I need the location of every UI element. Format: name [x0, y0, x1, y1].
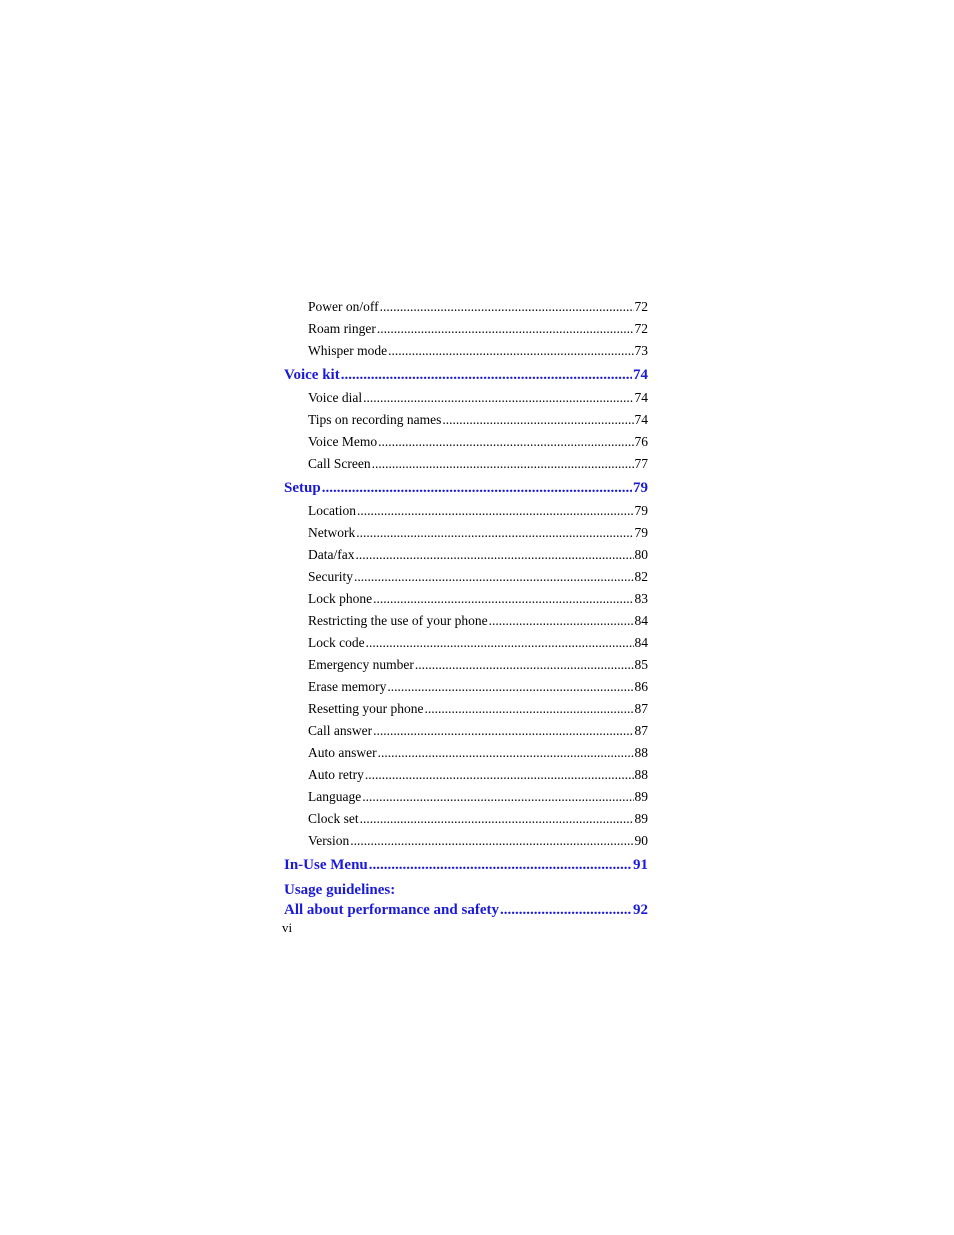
toc-entry-page: 72	[634, 321, 648, 336]
toc-entry-page: 90	[634, 833, 648, 848]
toc-entry-language[interactable]	[284, 786, 648, 808]
dot-leader	[489, 610, 634, 632]
toc-section-in-use-menu[interactable]	[284, 853, 648, 877]
toc-entry-page: 83	[634, 591, 648, 606]
toc-entry-label: Version	[308, 833, 350, 848]
toc-entry-page: 74	[634, 412, 648, 427]
dot-leader	[363, 387, 633, 409]
dot-leader	[322, 476, 632, 500]
toc-entry-resetting-your-phone[interactable]	[284, 698, 648, 720]
dot-leader	[424, 698, 633, 720]
dot-leader	[350, 830, 633, 852]
toc-entry-label: Security	[308, 569, 353, 584]
toc-entry-network[interactable]	[284, 522, 648, 544]
toc-entry-page: 89	[634, 811, 648, 826]
toc-entry-page: 84	[634, 613, 648, 628]
toc-entry-tips-on-recording-names[interactable]	[284, 409, 648, 431]
toc-entry-label: Roam ringer	[308, 321, 376, 336]
toc-entry-page: 82	[634, 569, 648, 584]
toc-entry-label: Resetting your phone	[308, 701, 424, 716]
toc-entry-page: 89	[634, 789, 648, 804]
toc-entry-page: 84	[634, 635, 648, 650]
toc-entry-auto-answer[interactable]	[284, 742, 648, 764]
toc-entry-label: Restricting the use of your phone	[308, 613, 488, 628]
page-number: vi	[282, 920, 293, 935]
toc-section-page: 91	[633, 857, 648, 873]
toc-entry-label: Call answer	[308, 723, 373, 738]
dot-leader	[365, 764, 634, 786]
toc-section-label: Setup	[284, 480, 321, 496]
toc-entry-label: Call Screen	[308, 456, 371, 471]
table-of-contents	[284, 296, 648, 920]
toc-entry-page: 80	[634, 547, 648, 562]
toc-entry-power-on-off[interactable]	[284, 296, 648, 318]
dot-leader	[373, 588, 633, 610]
toc-entry-page: 74	[634, 390, 648, 405]
toc-entry-label: Lock phone	[308, 591, 373, 606]
toc-entry-page: 76	[634, 434, 648, 449]
toc-entry-call-answer[interactable]	[284, 720, 648, 742]
toc-entry-label: Voice Memo	[308, 434, 378, 449]
dot-leader	[341, 363, 632, 387]
toc-entry-page: 87	[634, 723, 648, 738]
dot-leader	[378, 431, 633, 453]
toc-entry-label: Auto retry	[308, 767, 364, 782]
toc-section-page: 92	[633, 902, 648, 918]
toc-section-label: Voice kit	[284, 367, 340, 383]
toc-entry-label: Auto answer	[308, 745, 377, 760]
toc-entry-label: Power on/off	[308, 299, 379, 314]
dot-leader	[378, 742, 634, 764]
toc-entry-label: Voice dial	[308, 390, 363, 405]
toc-entry-label: Emergency number	[308, 657, 414, 672]
toc-entry-label: Network	[308, 525, 356, 540]
dot-leader	[354, 566, 634, 588]
toc-entry-page: 77	[634, 456, 648, 471]
toc-entry-page: 85	[634, 657, 648, 672]
toc-entry-label: Language	[308, 789, 362, 804]
toc-entry-location[interactable]	[284, 500, 648, 522]
dot-leader	[362, 786, 633, 808]
toc-entry-lock-phone[interactable]	[284, 588, 648, 610]
toc-section-page: 74	[633, 367, 648, 383]
toc-entry-voice-dial[interactable]	[284, 387, 648, 409]
toc-entry-label: Data/fax	[308, 547, 355, 562]
toc-entry-label: Clock set	[308, 811, 359, 826]
toc-entry-label: Whisper mode	[308, 343, 388, 358]
toc-entry-page: 87	[634, 701, 648, 716]
toc-section-label: In-Use Menu	[284, 857, 368, 873]
toc-entry-page: 72	[634, 299, 648, 314]
dot-leader	[366, 632, 634, 654]
toc-section-label: Usage guidelines:	[284, 882, 396, 898]
toc-entry-label: Erase memory	[308, 679, 387, 694]
dot-leader	[380, 296, 634, 318]
toc-section-voice-kit[interactable]	[284, 363, 648, 387]
toc-entry-label: Tips on recording names	[308, 412, 442, 427]
toc-entry-emergency-number[interactable]	[284, 654, 648, 676]
toc-entry-lock-code[interactable]	[284, 632, 648, 654]
toc-entry-page: 79	[634, 503, 648, 518]
toc-entry-label: Lock code	[308, 635, 365, 650]
toc-section-label: All about performance and safety	[284, 902, 499, 918]
toc-entry-page: 73	[634, 343, 648, 358]
dot-leader	[355, 544, 633, 566]
toc-section-page: 79	[633, 480, 648, 496]
dot-leader	[415, 654, 634, 676]
dot-leader	[373, 720, 633, 742]
toc-entry-restricting-use[interactable]	[284, 610, 648, 632]
toc-entry-page: 88	[634, 767, 648, 782]
dot-leader	[388, 340, 633, 362]
toc-entry-page: 86	[634, 679, 648, 694]
dot-leader	[377, 318, 634, 340]
toc-entry-page: 79	[634, 525, 648, 540]
toc-entry-call-screen[interactable]	[284, 453, 648, 475]
dot-leader	[356, 522, 633, 544]
toc-entry-voice-memo[interactable]	[284, 431, 648, 453]
dot-leader	[360, 808, 634, 830]
dot-leader	[500, 900, 632, 920]
toc-entry-erase-memory[interactable]	[284, 676, 648, 698]
toc-section-usage-guidelines-title[interactable]	[284, 880, 648, 900]
toc-section-setup[interactable]	[284, 476, 648, 500]
toc-entry-label: Location	[308, 503, 356, 518]
toc-entry-whisper-mode[interactable]	[284, 340, 648, 362]
toc-entry-roam-ringer[interactable]	[284, 318, 648, 340]
dot-leader	[357, 500, 634, 522]
toc-entry-clock-set[interactable]	[284, 808, 648, 830]
dot-leader	[369, 853, 632, 877]
toc-entry-auto-retry[interactable]	[284, 764, 648, 786]
toc-entry-data-fax[interactable]	[284, 544, 648, 566]
toc-entry-security[interactable]	[284, 566, 648, 588]
dot-leader	[387, 676, 633, 698]
dot-leader	[372, 453, 634, 475]
dot-leader	[442, 409, 633, 431]
toc-section-usage-guidelines[interactable]	[284, 900, 648, 920]
toc-entry-page: 88	[634, 745, 648, 760]
toc-entry-version[interactable]	[284, 830, 648, 852]
